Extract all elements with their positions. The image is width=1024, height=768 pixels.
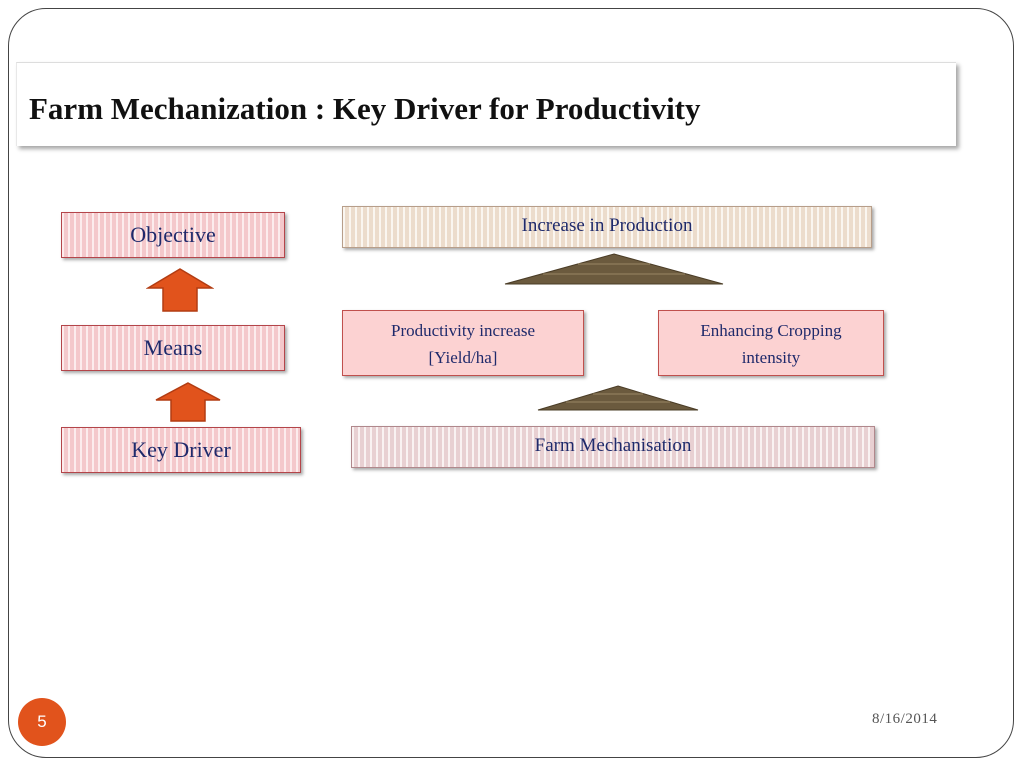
farm-mechanisation-label: Farm Mechanisation xyxy=(534,435,692,456)
increase-production-box xyxy=(342,206,872,248)
page-number-badge xyxy=(18,698,66,746)
up-arrow-icon xyxy=(154,382,222,422)
key-driver-box xyxy=(61,427,301,473)
productivity-line-1: Productivity increase xyxy=(391,321,535,340)
triangle-connector-bottom xyxy=(536,384,700,412)
triangle-connector-top xyxy=(503,252,725,286)
page-number: 5 xyxy=(37,712,47,731)
increase-production-label: Increase in Production xyxy=(521,215,693,236)
slide-date: 8/16/2014 xyxy=(872,711,938,727)
up-arrow-icon xyxy=(146,268,214,312)
productivity-line-2: [Yield/ha] xyxy=(428,348,498,367)
key-driver-label: Key Driver xyxy=(131,437,231,462)
cropping-line-1: Enhancing Cropping xyxy=(700,321,842,340)
objective-box xyxy=(61,212,285,258)
productivity-increase-box xyxy=(342,310,584,376)
objective-label: Objective xyxy=(130,222,216,247)
title-bar xyxy=(16,62,956,146)
slide-title: Farm Mechanization : Key Driver for Productivity xyxy=(29,91,701,126)
cropping-line-2: intensity xyxy=(741,348,801,367)
farm-mechanisation-box xyxy=(351,426,875,468)
cropping-intensity-box xyxy=(658,310,884,376)
means-box xyxy=(61,325,285,371)
means-label: Means xyxy=(143,335,203,360)
